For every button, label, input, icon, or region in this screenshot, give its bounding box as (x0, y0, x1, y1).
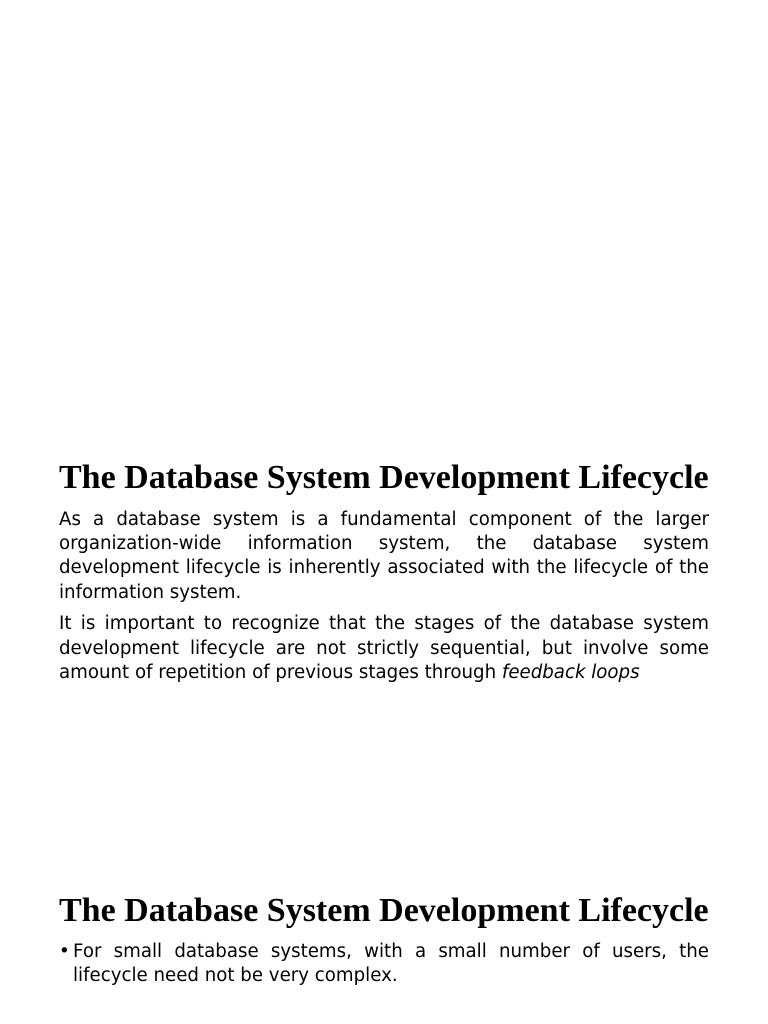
bullet-list (59, 940, 709, 988)
body-paragraph: As a database system is a fundamental component of the larger organization-wide information system, the database system development lifecycle is inherently associated with the lifecycle of the information system. (59, 509, 709, 603)
paragraph-text: It is important to recognize that the stages of the database system development lifecycle are not strictly sequential, but involve some amount of repetition of previous stages through (59, 613, 709, 683)
slide-title: The Database System Development Lifecycle (59, 459, 709, 496)
emphasized-term: feedback loops (501, 661, 640, 683)
bullet-item (59, 940, 709, 988)
slide-1 (59, 458, 709, 685)
bullet-icon: • (59, 941, 70, 962)
bullet-text: For small database systems, with a small number of users, the lifecycle need not be very complex. (73, 941, 709, 987)
slide-title: The Database System Development Lifecycle (59, 892, 709, 929)
body-paragraph (59, 612, 709, 685)
slide-2 (59, 891, 709, 988)
